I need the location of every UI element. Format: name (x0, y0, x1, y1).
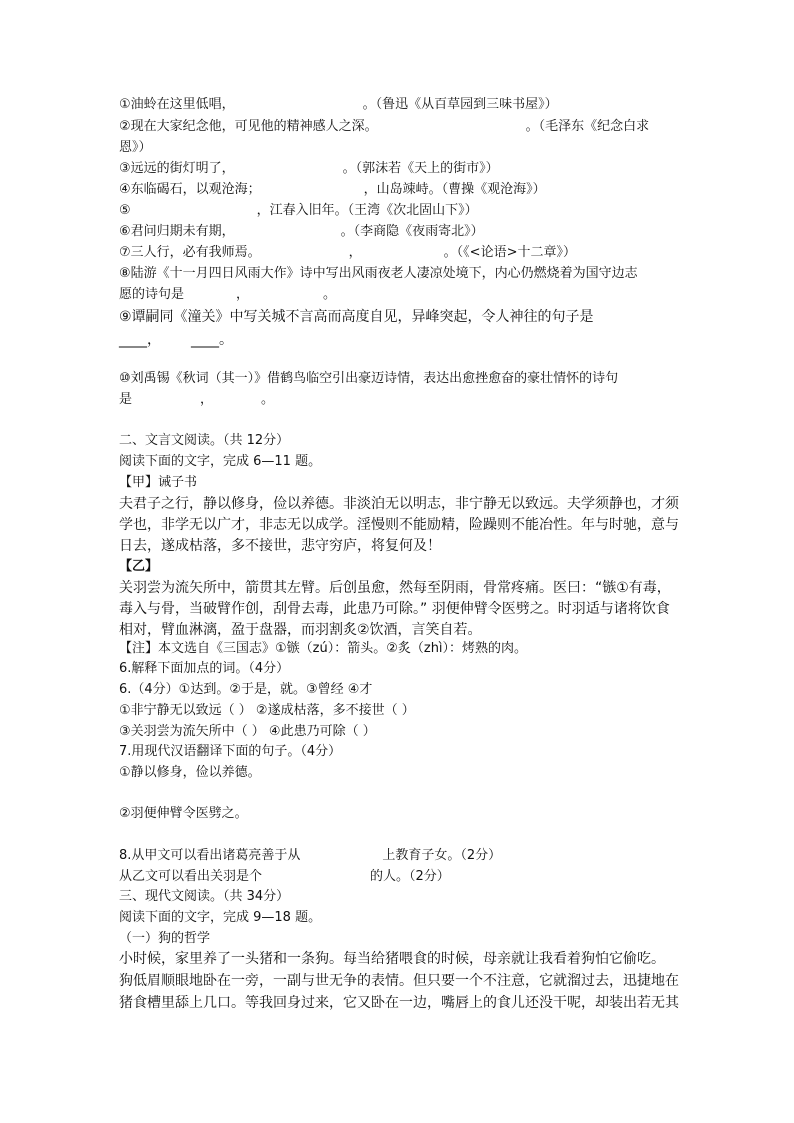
text: 。（《<论语>十二章》） (443, 245, 576, 260)
text: 是 (119, 392, 133, 407)
text: ①静以修身，俭以养德。 (119, 765, 261, 780)
text: ⑧陆游《十一月四日风雨大作》诗中写出风雨夜老人凄凉处境下，内心仍燃烧着为国守边志 (119, 266, 638, 281)
section-2-heading (119, 433, 289, 449)
recitation-line-5 (119, 203, 478, 219)
text: 日去，遂成枯落，多不接世，悲守穷庐，将复何及！ (119, 538, 441, 554)
text: 【注】本文选自《三国志》①镞（zú）：箭头。②炙（zhì）：烤熟的肉。 (119, 641, 528, 656)
question-6 (119, 661, 289, 677)
text: 学也，非学无以广才，非志无以成学。淫慢则不能励精，险躁则不能冶性。年与时驰，意与 (119, 517, 679, 533)
passage-jia-line (119, 538, 441, 554)
text: ②现在大家纪念他，可见他的精神感人之深。 (119, 119, 378, 134)
text: ②羽便伸臂令医劈之。 (119, 806, 248, 821)
question-8 (119, 848, 501, 864)
section-2-instruction (119, 454, 321, 470)
recitation-line-2-cont (119, 140, 152, 156)
text: ____， (119, 332, 161, 348)
recitation-line-2 (119, 119, 649, 135)
text: ①油蛉在这里低唱， (119, 97, 235, 112)
text: ⑦三人行，必有我师焉。 (119, 245, 261, 260)
text: 【甲】诫子书 (119, 475, 198, 490)
recitation-line-8 (119, 266, 638, 282)
text: 6.解释下面加点的词。（4分） (119, 661, 290, 676)
passage-note (119, 641, 527, 657)
text: （一）狗的哲学 (119, 931, 211, 946)
text: ， (200, 392, 214, 407)
recitation-line-4 (119, 182, 546, 198)
section-3-instruction (119, 910, 321, 926)
question-7-item-1 (119, 765, 261, 781)
text: 7.用现代汉语翻译下面的句子。（4分） (119, 744, 342, 759)
text: 相对，臂血淋漓，盈于盘器，而羽割炙②饮酒，言笑自若。 (119, 622, 482, 638)
text: 【乙】 (119, 559, 159, 574)
text: 二、文言文阅读。（共 12分） (119, 433, 290, 448)
text: ⑤ (119, 203, 131, 218)
text: 上教育子女。（2分） (382, 848, 502, 863)
recitation-line-6 (119, 224, 484, 240)
article-title (119, 931, 210, 947)
recitation-line-7 (119, 245, 576, 261)
question-6-answer (119, 682, 372, 698)
passage-jia-line (119, 517, 679, 533)
text: 。（李商隐《夜雨寄北》） (340, 224, 484, 239)
passage-yi-line (119, 601, 670, 617)
section-3-heading (119, 889, 289, 905)
text: 。 (261, 392, 275, 407)
text: 狗低眉顺眼地卧在一旁，一副与世无争的表情。但只要一个不注意，它就溜过去，迅捷地在 (119, 973, 679, 989)
passage-yi-line (119, 622, 482, 638)
text: ④东临碣石，以观沧海； (119, 182, 261, 197)
text: ____。 (191, 332, 233, 348)
passage-yi-line (119, 580, 671, 596)
recitation-line-10-cont (119, 392, 274, 408)
article-line (119, 995, 679, 1011)
text: ①非宁静无以致远（ ） ②遂成枯落，多不接世（ ） (119, 703, 415, 718)
text: ⑥君问归期未有期， (119, 224, 235, 239)
text: 6.（4分）①达到。②于是，就。③曾经 ④才 (119, 682, 373, 697)
text: 恩》） (119, 140, 152, 155)
question-8-b (119, 869, 450, 885)
text: 。 (323, 287, 337, 302)
text: 从乙文可以看出关羽是个 (119, 869, 263, 884)
text: ③关羽尝为流矢所中（ ） ④此患乃可除（ ） (119, 724, 376, 739)
text: 愿的诗句是 (119, 287, 185, 302)
passage-jia-line (119, 496, 679, 512)
recitation-line-1 (119, 97, 558, 113)
article-line (119, 973, 679, 989)
text: ， (236, 287, 250, 302)
text: 关羽尝为流矢所中，箭贯其左臂。后创虽愈，然每至阴雨，骨常疼痛。医曰：“镞①有毒， (119, 580, 671, 596)
recitation-line-8-cont (119, 287, 336, 303)
recitation-line-9 (119, 308, 594, 326)
text: ③远远的街灯明了， (119, 161, 235, 176)
text: 猪食槽里舔上几口。等我回身过来，它又卧在一边，嘴唇上的食儿还没干呢，却装出若无其 (119, 995, 679, 1011)
passage-jia-title (119, 475, 197, 491)
text: 阅读下面的文字，完成 6—11 题。 (119, 454, 322, 469)
text: ⑩刘禹锡《秋词（其一）》借鹤鸟临空引出豪迈诗情，表达出愈挫愈奋的豪壮情怀的诗句 (119, 371, 619, 386)
recitation-line-3 (119, 161, 499, 177)
text: 。（郭沫若《天上的街市》） (342, 161, 499, 176)
text: 阅读下面的文字，完成 9—18 题。 (119, 910, 322, 925)
passage-yi-title (119, 559, 158, 575)
text: ， (348, 245, 362, 260)
question-7 (119, 744, 341, 760)
recitation-line-9-cont (119, 331, 233, 349)
text: ⑨谭嗣同《潼关》中写关城不言高而高度自见，异峰突起，令人神往的句子是 (119, 309, 594, 325)
text: 。（毛泽东《纪念白求 (525, 119, 650, 134)
text: ，江春入旧年。（王湾《次北固山下》） (256, 203, 478, 218)
text: 8.从甲文可以看出诸葛亮善于从 (119, 848, 301, 863)
recitation-line-10 (119, 371, 618, 387)
text: 小时候，家里养了一头猪和一条狗。每当给猪喂食的时候，母亲就让我看着狗怕它偷吃。 (119, 951, 665, 967)
text: 。（鲁迅《从百草园到三味书屋》） (362, 97, 558, 112)
text: ，山岛竦峙。（曹操《观沧海》） (363, 182, 546, 197)
question-6-items (119, 703, 415, 719)
text: 的人。（2分） (370, 869, 450, 884)
text: 三、现代文阅读。（共 34分） (119, 889, 290, 904)
text: 毒入与骨，当破臂作创，刮骨去毒，此患乃可除。” 羽便伸臂令医劈之。时羽适与诸将饮食 (119, 601, 670, 617)
question-7-item-2 (119, 806, 248, 822)
question-6-items (119, 724, 376, 740)
article-line (119, 951, 665, 967)
text: 夫君子之行，静以修身，俭以养德。非淡泊无以明志，非宁静无以致远。夫学须静也，才须 (119, 496, 679, 512)
